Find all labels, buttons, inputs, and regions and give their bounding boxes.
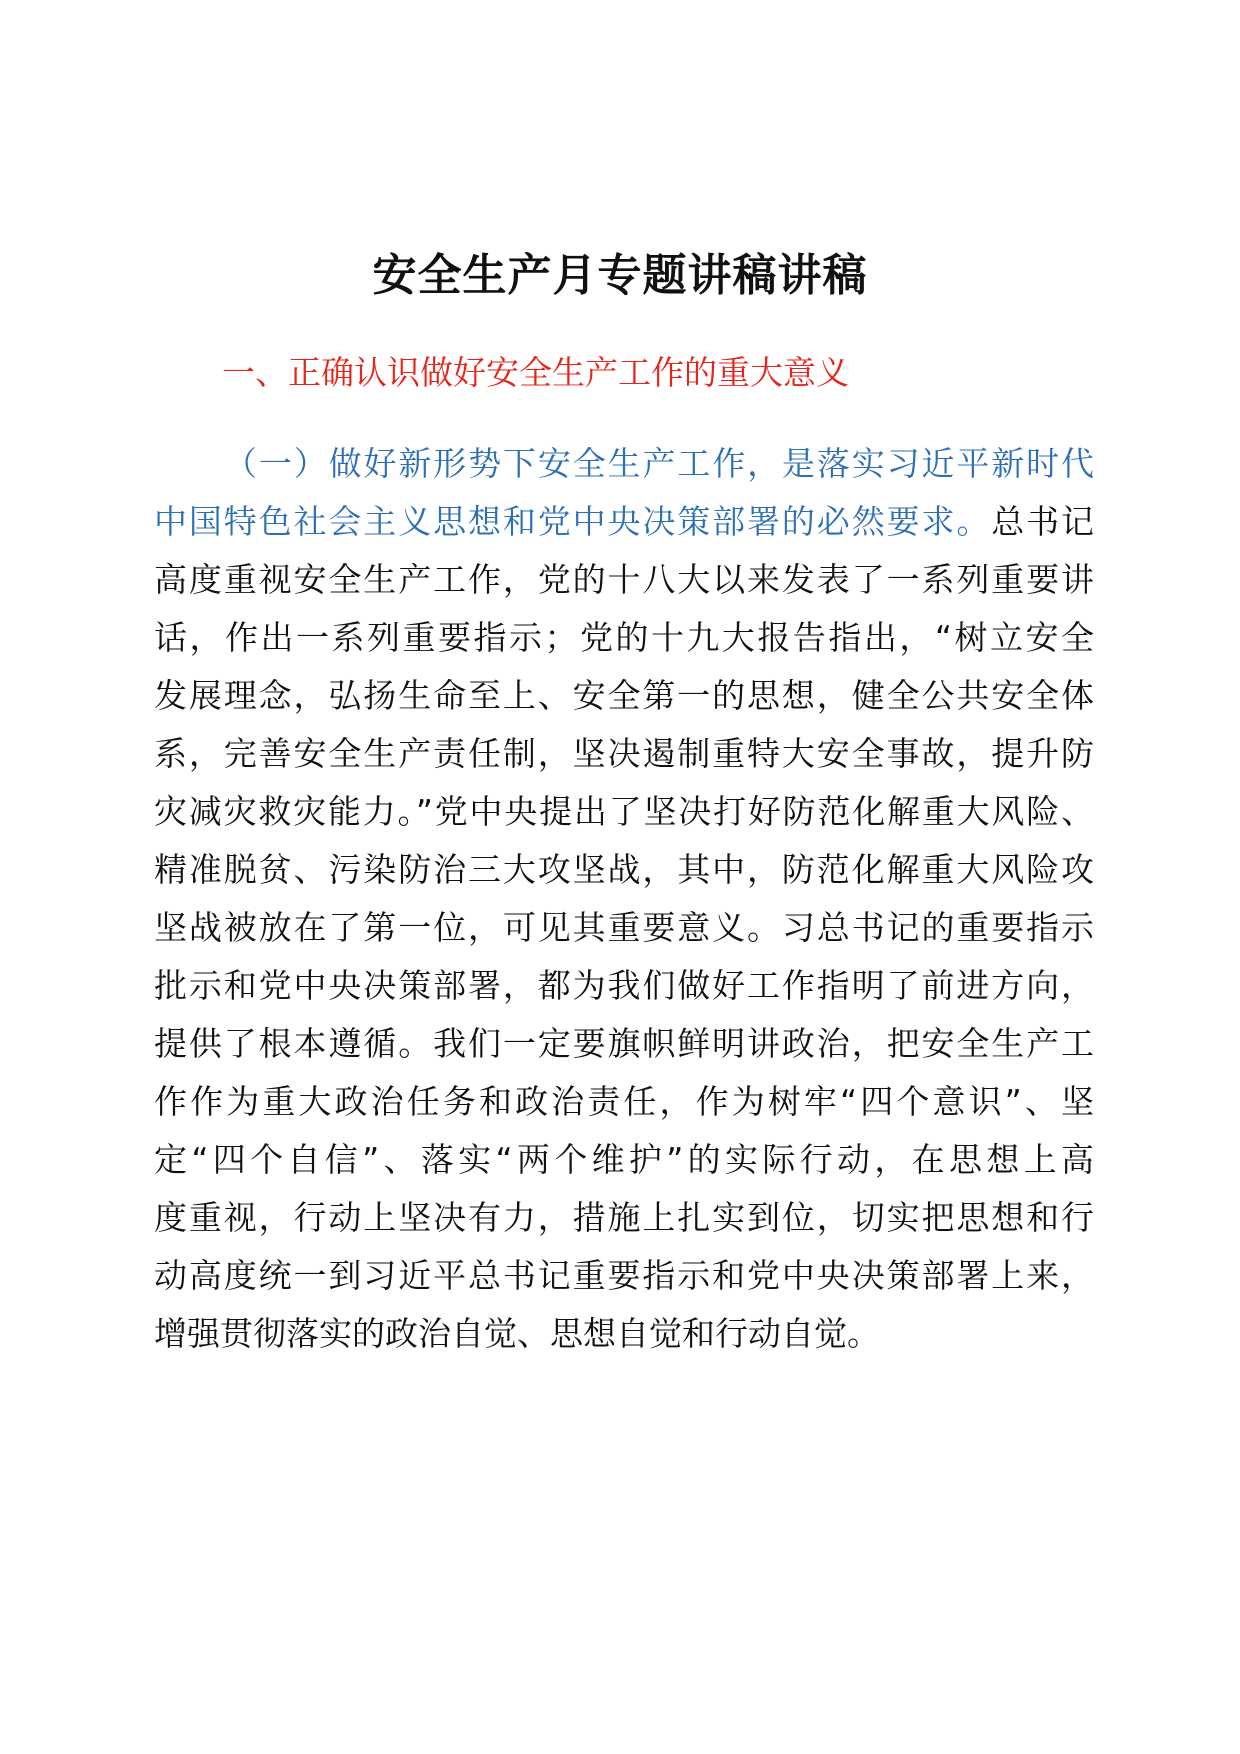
paragraph-line: 作作为重大政治任务和政治责任，作为树牢“四个意识”、坚 — [154, 1082, 1094, 1121]
paragraph-line — [154, 490, 1094, 554]
paragraph-line: 灾减灾救灾能力。”党中央提出了坚决打好防范化解重大风险、 — [154, 792, 1094, 831]
paragraph-line: 高度重视安全生产工作，党的十八大以来发表了一系列重要讲 — [154, 560, 1094, 599]
paragraph-line: 度重视，行动上坚决有力，措施上扎实到位，切实把思想和行 — [154, 1198, 1094, 1237]
paragraph-last-line: 增强贯彻落实的政治自觉、思想自觉和行动自觉。 — [154, 1314, 880, 1353]
paragraph-line: 动高度统一到习近平总书记重要指示和党中央决策部署上来， — [154, 1256, 1094, 1295]
paragraph-line: 定“四个自信”、落实“两个维护”的实际行动，在思想上高 — [154, 1140, 1094, 1179]
subheading-line-2: 中国特色社会主义思想和党中央决策部署的必然要求。 — [154, 502, 992, 541]
document-title: 安全生产月专题讲稿讲稿 — [372, 250, 868, 301]
subheading-line-1: （一）做好新形势下安全生产工作，是落实习近平新时代 — [224, 444, 1094, 483]
body-text-run: 总书记 — [991, 502, 1095, 541]
section-heading: 一、正确认识做好安全生产工作的重大意义 — [222, 353, 849, 392]
paragraph-line: 精准脱贫、污染防治三大攻坚战，其中，防范化解重大风险攻 — [154, 850, 1094, 889]
paragraph-line: 发展理念，弘扬生命至上、安全第一的思想，健全公共安全体 — [154, 676, 1094, 715]
paragraph-line: 系，完善安全生产责任制，坚决遏制重特大安全事故，提升防 — [154, 734, 1094, 773]
paragraph-line: 提供了根本遵循。我们一定要旗帜鲜明讲政治，把安全生产工 — [154, 1024, 1094, 1063]
paragraph-line: 话，作出一系列重要指示；党的十九大报告指出，“树立安全 — [154, 618, 1094, 657]
paragraph-line: 坚战被放在了第一位，可见其重要意义。习总书记的重要指示 — [154, 908, 1094, 947]
paragraph-line: 批示和党中央决策部署，都为我们做好工作指明了前进方向， — [154, 966, 1094, 1005]
